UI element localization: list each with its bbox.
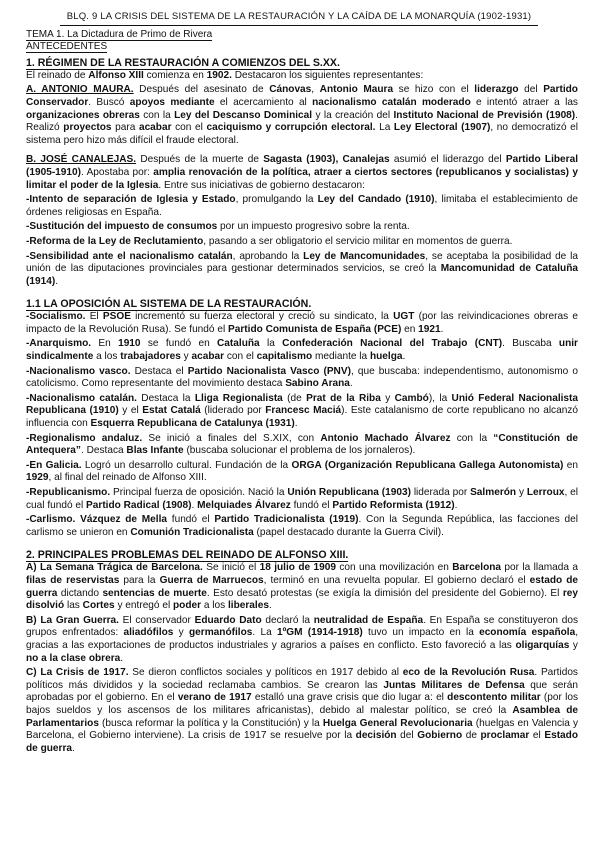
problem-item: A) La Semana Trágica de Barcelona. Se inició el 18 julio de 1909 con una movilización en Barcelona por la llamada a filas de reservistas para la Guerra de Marruecos, terminó en una revuelta popular. El gobierno declaró el estado de guerra dictando sentencias de muerte. Esto desató protestas (se exigía la dimisión del presidente del Gobierno). El rey disolvió las Cortes y entregó el poder a los liberales. (26, 562, 579, 612)
section-1-intro: El reinado de Alfonso XIII comienza en 1902. Destacaron los siguientes representantes: (26, 69, 424, 81)
maura-paragraph: A. ANTONIO MAURA. Después del asesinato de Cánovas, Antonio Maura se hizo con el liderazgo del Partido Conservador. Buscó apoyos mediante el acercamiento al nacionalismo catalán moderado e intentó atraer a las organizaciones obreras con la Ley del Descanso Dominical y la creación del Instituto Nacional de Previsión (1908). Realizó proyectos para acabar con el caciquismo y corrupción electoral. La Ley Electoral (1907), no democratizó el sistema pero hizo más difícil el fraude electoral. (26, 84, 579, 146)
section-2-title: 2. PRINCIPALES PROBLEMAS DEL REINADO DE ALFONSO XIII. (26, 549, 349, 562)
topic-title: TEMA 1. La Dictadura de Primo de Rivera (26, 28, 213, 40)
opposition-item: -Socialismo. El PSOE incrementó su fuerza electoral y creció su sindicato, la UGT (por las reivindicaciones obreras e impacto de la Revolución Rusa). Se fundó el Partido Comunista de España (PCE) en 1921. (26, 311, 578, 335)
opposition-item: -Nacionalismo vasco. Destaca el Partido Nacionalista Vasco (PNV), que buscaba: independentismo, autonomismo o catolicismo. Como representante del movimiento destaca Sabino Arana. (26, 365, 578, 390)
canalejas-paragraph: B. JOSÉ CANALEJAS. Después de la muerte de Sagasta (1903), Canalejas asumió el liderazgo del Partido Liberal (1905-1910). Apostaba por: amplia renovación de la política, atraer a ciertos sectores (republicanos y socialistas) y limitar el poder de la Iglesia. Entre sus iniciativas de gobierno destacaron: (26, 154, 578, 191)
opposition-item: -Anarquismo. En 1910 se fundó en Cataluña la Confederación Nacional del Trabajo (CNT). Buscaba unir sindicalmente a los trabajadores y acabar con el capitalismo mediante la huelga. (26, 338, 578, 363)
canalejas-item: -Intento de separación de Iglesia y Estado, promulgando la Ley del Candado (1910), limitaba el establecimiento de órdenes religiosas en España. (26, 194, 578, 218)
opposition-item: -Carlismo. Vázquez de Mella fundó el Partido Tradicionalista (1919). Con la Segunda República, las facciones del carlismo se unieron en Comunión Tradicionalista (papel destacado durante la Guerra Civil). (26, 514, 578, 538)
block-header: BLQ. 9 LA CRISIS DEL SISTEMA DE LA RESTAURACIÓN Y LA CAÍDA DE LA MONARQUÍA (1902-1931) (60, 11, 538, 26)
canalejas-item: -Sensibilidad ante el nacionalismo catalán, aprobando la Ley de Mancomunidades, se aceptaba la posibilidad de la unión de las diputaciones provinciales para gestionar determinados servicios, se creó la Mancomunidad de Cataluña (1914). (26, 250, 579, 287)
opposition-item: -En Galicia. Logró un desarrollo cultural. Fundación de la ORGA (Organización Republicana Gallega Autonomista) en 1929, al final del reinado de Alfonso XIII. (26, 459, 578, 484)
opposition-item: -Republicanismo. Principal fuerza de oposición. Nació la Unión Republicana (1903) liderada por Salmerón y Lerroux, el cual fundó el Partido Radical (1908). Melquiades Álvarez fundó el Partido Reformista (1912). (26, 487, 579, 511)
section-1-1-title: 1.1 LA OPOSICIÓN AL SISTEMA DE LA RESTAURACIÓN. (26, 298, 312, 311)
canalejas-item: -Reforma de la Ley de Reclutamiento, pasando a ser obligatorio el servicio militar en momentos de guerra. (26, 235, 513, 247)
problem-item: B) La Gran Guerra. El conservador Eduardo Dato declaró la neutralidad de España. En España se constituyeron dos grupos enfrentados: aliadófilos y germanófilos. La 1ºGM (1914-1918) tuvo un impacto en la economía española, gracias a las exportaciones de productos industriales y agrarios a países en conflicto. Esto favoreció a las oligarquías y no a la clase obrera. (26, 614, 579, 664)
opposition-item: -Regionalismo andaluz. Se inició a finales del S.XIX, con Antonio Machado Álvarez con la “Constitución de Antequera”. Destaca Blas Infante (buscaba solucionar el problema de los jornaleros). (26, 432, 578, 457)
canalejas-item: -Sustitución del impuesto de consumos por un impuesto progresivo sobre la renta. (26, 221, 410, 233)
problem-item: C) La Crisis de 1917. Se dieron conflictos sociales y políticos en 1917 debido al eco de la Revolución Rusa. Partidos políticos más divididos y la sociedad reclamaba cambios. Se crearon las Juntas Militares de Defensa que serán aprobadas por el gobierno. En el verano de 1917 estalló una grave crisis que dio lugar a: el descontento militar (por los bajos sueldos y los ascensos de los militares africanistas), debido al malestar político, se creó la Asamblea de Parlamentarios (busca reformar la política y la Constitución) y la Huelga General Revolucionaria (huelgas en Valencia y Barcelona, el Gobierno interviene). La crisis de 1917 se resuelve por la decisión del Gobierno de proclamar el Estado de guerra. (26, 667, 578, 754)
opposition-item: -Nacionalismo catalán. Destaca la Lliga Regionalista (de Prat de la Riba y Cambó), la Unió Federal Nacionalista Republicana (1910) y el Estat Catalá (liderado por Francesc Maciá). Este catalanismo de corte republicano no alcanzó influencia con Esquerra Republicana de Catalunya (1931). (26, 392, 579, 430)
section-1-title: 1. RÉGIMEN DE LA RESTAURACIÓN A COMIENZOS DEL S.XX. (26, 56, 340, 69)
antecedentes-heading: ANTECEDENTES (26, 41, 108, 53)
